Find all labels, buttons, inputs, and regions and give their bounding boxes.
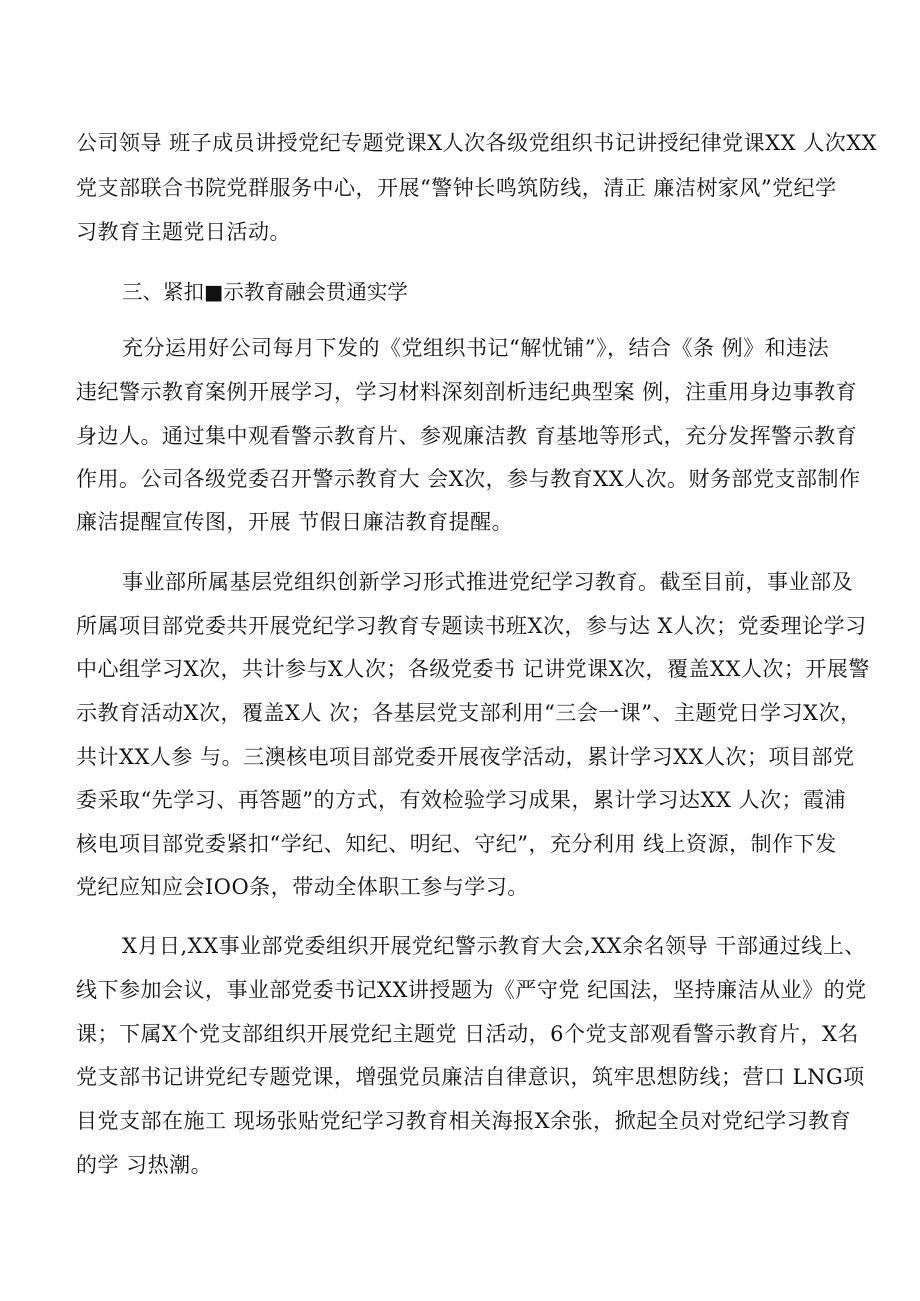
- text-line: 核电项目部党委紧扣“学纪、知纪、明纪、守纪”，充分利用 线上资源，制作下发: [76, 832, 837, 856]
- text-line: 作用。公司各级党委召开警示教育大 会X次，参与教育XX人次。财务部党支部制作: [76, 467, 861, 491]
- text-line: 中心组学习X次，共计参与X人次；各级党委书 记讲党课X次，覆盖XX人次；开展警: [76, 657, 870, 681]
- text-line: 公司领导 班子成员讲授党纪专题党课X人次各级党组织书记讲授纪律党课XX 人次XX: [76, 131, 878, 155]
- text-line: 事业部所属基层党组织创新学习形式推进党纪学习教育。截至目前，事业部及: [122, 570, 853, 594]
- text-line: 目党支部在施工 现场张贴党纪学习教育相关海报X余张，掀起全员对党纪学习教育: [76, 1109, 852, 1133]
- text-line: 线下参加会议，事业部党委书记XX讲授题为《严守党 纪国法，坚持廉洁从业》的党: [76, 978, 867, 1002]
- text-line: 课；下属X个党支部组织开展党纪主题党 日活动，6个党支部观看警示教育片，X名: [76, 1022, 859, 1046]
- text-line: 违纪警示教育案例开展学习，学习材料深刻剖析违纪典型案 例，注重用身边事教育: [76, 380, 858, 404]
- section-heading: 三、紧扣■示教育融会贯通实学: [122, 280, 408, 304]
- text-line: 的学 习热潮。: [76, 1153, 213, 1177]
- text-line: 委采取“先学习、再答题”的方式，有效检验学习成果，累计学习达XX 人次；霞浦: [76, 788, 847, 812]
- text-line: 廉洁提醒宣传图，开展 节假日廉洁教育提醒。: [76, 510, 514, 534]
- text-line: 党支部联合书院党群服务中心，开展“警钟长鸣筑防线，清正 廉洁树家风”党纪学: [76, 176, 837, 200]
- text-line: 示教育活动X次，覆盖X人 次；各基层党支部利用“三会一课”、主题党日学习X次，: [76, 701, 862, 725]
- text-line: 共计XX人参 与。三澳核电项目部党委开展夜学活动，累计学习XX人次；项目部党: [76, 745, 855, 769]
- text-line: 党纪应知应会IOO条，带动全体职工参与学习。: [76, 875, 529, 899]
- text-line: 充分运用好公司每月下发的《党组织书记“解忧铺”》，结合《条 例》和违法: [122, 336, 830, 360]
- text-line: 身边人。通过集中观看警示教育片、参观廉洁教 育基地等形式，充分发挥警示教育: [76, 424, 858, 448]
- text-line: X月日,XX事业部党委组织开展党纪警示教育大会,XX余名领导 干部通过线上、: [122, 934, 866, 958]
- text-line: 党支部书记讲党纪专题党课，增强党员廉洁自律意识，筑牢思想防线；营口 LNG项: [76, 1065, 865, 1089]
- text-line: 习教育主题党日活动。: [76, 220, 291, 244]
- text-line: 所属项目部党委共开展党纪学习教育专题读书班X次，参与达 X人次；党委理论学习: [76, 614, 867, 638]
